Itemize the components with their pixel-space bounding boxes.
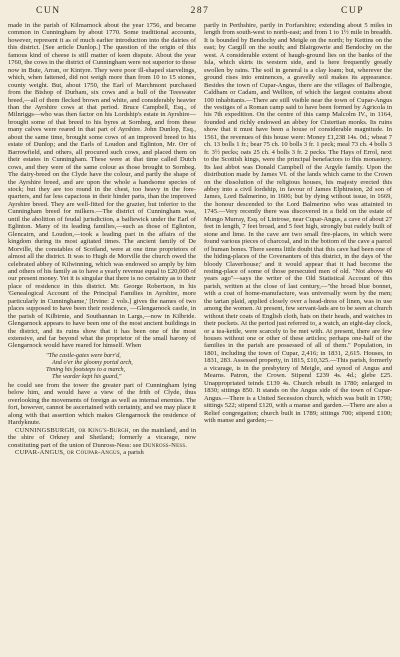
entry-text-cupar-angus-start: a parish bbox=[121, 449, 144, 457]
entry-text-cunningsburgh: on the mainland, and in the shire of Orkney and Shetland; formerly a vicarage, now constituting part of the union of Dunross-Ness: see bbox=[8, 426, 196, 449]
left-column bbox=[8, 22, 196, 456]
entry-heading-cunningsburgh: CUNNINGSBURGH, or King's-Burgh, bbox=[15, 426, 131, 434]
header-right-word: CUP bbox=[341, 6, 364, 16]
entry-cupar-angus bbox=[8, 449, 196, 456]
running-header bbox=[8, 6, 392, 20]
paragraph-cupar-angus: partly in Perthshire, partly in Forfarshire; extending about 5 miles in length from south-west to north-east; and from 1 to 1½ mile in breadth. It is bounded by Bendochy and Meigle on the north; by Kettins on the east; by Cargill on the south; and Blairgowrie and Bendochy on the west. A considerable extent of haugh-ground lies on the banks of the Isla, which skirts its western side, and is here frequently greatly swollen by rains. The soil in general is a clay loam; but, wherever the ground rises into eminences, a gravelly soil makes its appearance. Besides the town of Cupar-Angus, there are the villages of Balbrogie, Caldham or Cadam, and Wellton, of which the largest contains about 100 inhabitants.—There are still visible near the town of Cupar-Angus the vestiges of a Roman camp said to have been formed by Agricola in his 7th expedition. On the centre of this camp Malcolm IV., in 1164, founded and richly endowed an abbey for Cistertian monks. Its ruins show that it must have been a house of considerable magnitude. In 1561, the revenues of this house were: Money £1,238 14s. 0d.; wheat 7 ch. 13 bolls 1 fr.; bear 75 ch. 10 bolls 3 fr. 1 peck; meal 73 ch. 4 bolls 3 fr. 3½ pecks; oats 25 ch. 4 bolls 3 fr. 2 pecks. The Hays of Errol, next to the Scottish kings, were the principal benefactors to this monastery. Its last abbot was Donald Campbell of the Argyle family. Upon the distribution made by James VI. of the lands which came to the Crown on the dissolution of the religious houses, his majesty erected this abbey into a civil lordship, in favour of James Elphinston, 2d son of James, Lord Balmerino, in 1606; but by dying without issue, in 1669, the honour descended to the Lord Balmerino who was attainted in 1745.—Very recently there was discovered in a field on the estate of Mungo Murray, Esq. of Lintrose, near Cupar-Angus, a cave of about 27 feet in length, 7 feet broad, and 5 feet high, strongly but rudely built of stone and lime. In the cave are two small fire-places, in which were found various pieces of charcoal, and in the bottom of the cave a parcel of human bones. There seems little doubt that this cave had been one of the hiding-places of the Covenanters of this district, in the days of 'the bloody Claverhouse;' and it would appear that it had become the resting-place of some of those persecuted men of old. "Not above 40 years ago"—says the writer of the Old Statistical Account of this parish, written at the close of last century,—"the broad blue bonnet, with a coat of home-manufacture, was universally worn by the men; the tartan plaid, applied closely over a head-dress of linen, was in use among the women. At present, few servant-lads are to be seen at church without their coats of English cloth, hats on their heads, and watches in their pockets. At the period just referred to, a watch, an eight-day clock, or a tea-kettle, were scarcely to be met with. At present, there are few houses without one or other of these articles; perhaps one-half of the families in the parish are possessed of all of them." Population, in 1801, including the town of Cupar, 2,416; in 1831, 2,615. Houses, in 1831, 283. Assessed property, in 1815, £10,325.—This parish, formerly a vicarage, is in the presbytery of Meigle, and synod of Angus and Mearns. Patron, the Crown. Stipend £239 4s. 4d.; glebe £25. Unappropriated teinds £139 4s. Church rebuilt in 1780; enlarged in 1830; sittings 850. It stands on the Angus side of the town of Cupar-Angus.—There is a United Secession church, which was built in 1790; sittings 522; stipend £120, with a manse and garden.—There are also a Relief congregation; church built in 1789; sittings 700; stipend £100; with manse and garden;— bbox=[204, 22, 392, 425]
page-number: 287 bbox=[190, 6, 210, 16]
entry-heading-cupar-angus: CUPAR-ANGUS, or Coupar-Angus, bbox=[15, 449, 122, 457]
verse-line: And o'er the gloomy portal arch, bbox=[52, 358, 133, 366]
verse-line: The warder kept his guard," bbox=[52, 372, 122, 380]
right-column bbox=[204, 22, 392, 456]
verse-line: "The castle-gates were barr'd, bbox=[46, 351, 121, 359]
text-columns bbox=[8, 22, 392, 456]
paragraph-glengarnock: he could see from the tower the greater part of Cunningham lying below him, and would have a view of the frith of Clyde, thus overlooking the movements of foreign as well as internal enemies. The fort, however, cannot be ascertained with certainty, and we may place it along with that assertion which makes Glengarnock the residence of Hardyknute. bbox=[8, 381, 196, 427]
cross-reference-dunross-ness: Dunross-Ness. bbox=[142, 441, 188, 449]
verse-line: Timing his footsteps to a march, bbox=[46, 365, 126, 373]
entry-cunningsburgh bbox=[8, 427, 196, 449]
paragraph-cunningham-dairy: made in the parish of Kilmarnock about the year 1756, and became common in Cunningham by about 1770. Some traditional accounts, however, represent it as of much earlier introduction into the dairies of this district. [See article Dunlop.] The question of the origin of this famous kind of cheese is still matter of keen dispute. About the year 1760, the cows in the district of Cunningham were not superior to those now in Bute, Arran, or Kintyre. They were poor ill-shaped starvelings, which, when fattened, did not weigh more than from 10 to 15 stones, county weight. But, about 1750, the Earl of Marchmont purchased from the Bishop of Durham, six cows and a bull of the Teeswater breed,—all of them flecked brown and white, and considerably heavier than the Ayrshire cows at that period. Bruce Campbell, Esq., of Milnriggs—who was then factor on his Lordship's estate in Ayrshire—brought some of that breed to his byres at Sornbeg, and from these many calves were reared in that part of Ayrshire. John Dunlop, Esq., about the same time, brought some cows of an improved breed to his estate of Dunlop; and the Earls of Loudon and Eglinton, Mr. Orr of Barrowfield, and others, all procured such cows, and placed them on their estates in Cunningham. These were at that time called Dutch cows, and they were of the same colour as those brought to Sornbeg. The dairy-breed on the Clyde have the colour, and partly the shape of the Ayrshire breed, and are upon the whole a handsome species of stock; but they are too round in the chest, too heavy in the fore-quarters, and far less capacious in their hinder parts, than the improved Ayrshire breed. They are well-fitted for the grazier, but inferior to the Cunningham breed for milkers.—The district of Cunningham was, until the abolition of feudal jurisdiction, a bailiewick under the Earl of Eglinton. Many of its leading families,—such as those of Eglinton, Glencairn, and Loudon,—took a leading part in the affairs of the kingdom during its most agitated times. The ancient family of De Morville, the constables of Scotland, were at one time proprietors of almost all the district. It was to Hugh de Morville the church owed the celebrated abbey of Kilwinning, which was endowed so amply by him and others of his family as to have a yearly revenue equal to £20,000 of our present money. Yet it is singular that there is no certainty as to their place of residence in this district. Mr. George Robertson, in his 'Genealogical Account of the Principal Families in Ayrshire, more particularly in Cunninghame,' [Irvine: 2 vols.] gives the names of two places supposed to have been their residence, —Glengarnock castle, in the parish of Kilbirnie, and Southannan in Largs,—now in Kilbride. Glengarnock appears to have been one of the most ancient buildings in the district, and its ruins show that it has been one of the most extensive, and far beyond what the proprietor of the small barony of Glengarnock would have reared for himself. When bbox=[8, 22, 196, 350]
header-left-word: CUN bbox=[36, 6, 61, 16]
verse-quotation bbox=[46, 352, 196, 380]
